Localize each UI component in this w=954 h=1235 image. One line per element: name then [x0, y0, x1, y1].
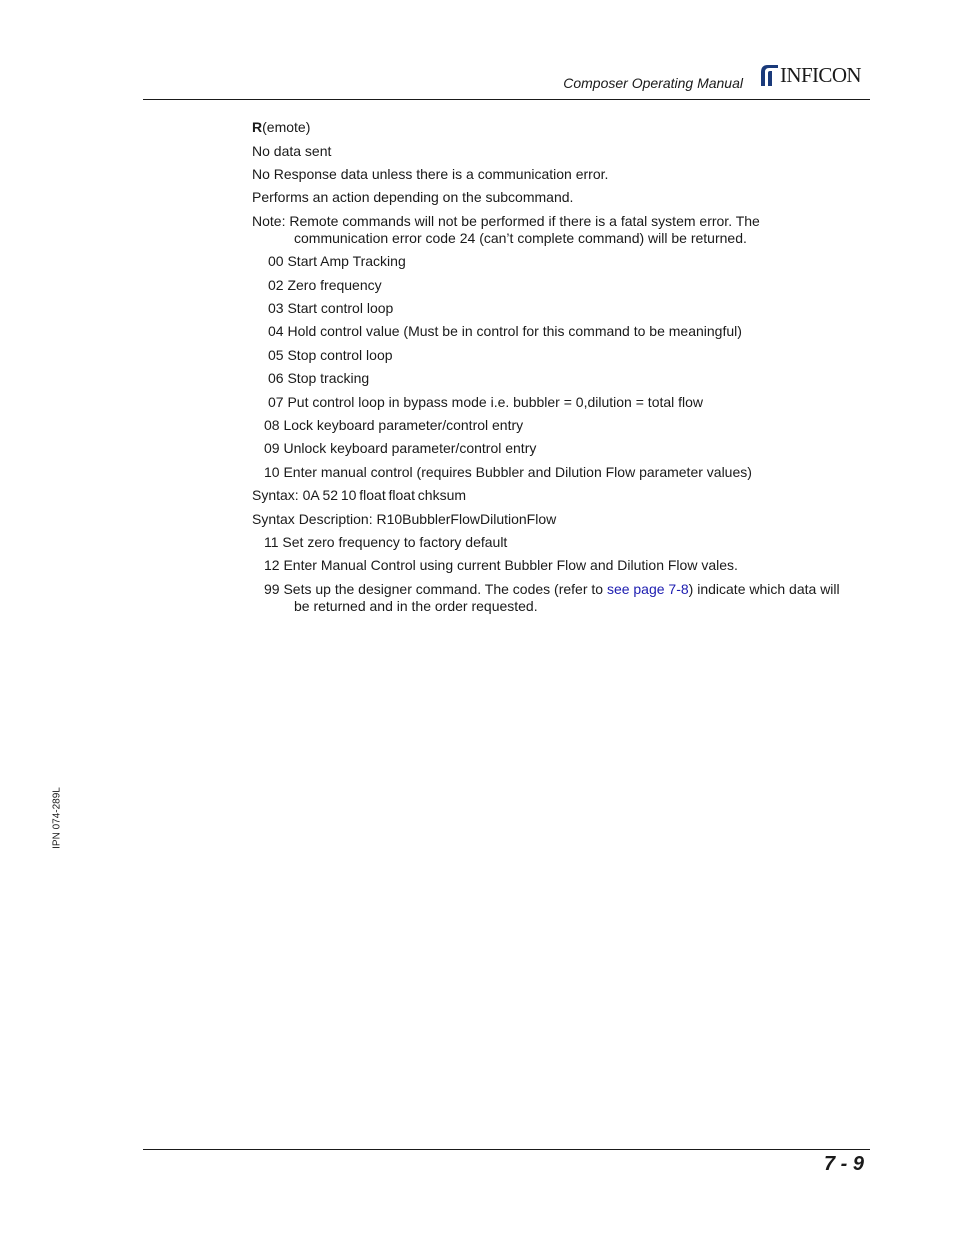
see-page-link[interactable]: see page 7-8: [606, 581, 689, 597]
subcommand-03: 03 Start control loop: [268, 300, 394, 316]
ipn-label: IPN 074-289L: [51, 787, 63, 849]
subcommand-09: 09 Unlock keyboard parameter/control entry: [264, 440, 537, 456]
footer-rule: [143, 1149, 870, 1150]
note-line-1: Note: Remote commands will not be performed if there is a fatal system error. The: [252, 213, 760, 229]
manual-title: Composer Operating Manual: [563, 75, 743, 91]
logo-text: INFICON: [780, 63, 861, 87]
subcommand-12: 12 Enter Manual Control using current Bubbler Flow and Dilution Flow vales.: [264, 557, 738, 573]
inficon-logo-icon: [758, 62, 780, 88]
subcommand-05: 05 Stop control loop: [268, 347, 393, 363]
subcommand-99-before: 99 Sets up the designer command. The codes (refer to: [264, 581, 607, 597]
subcommand-99-after: ) indicate which data will: [688, 581, 840, 597]
syntax-description-text: Syntax Description: R10BubblerFlowDilutionFlow: [252, 511, 557, 527]
page-number: 7 - 9: [823, 1153, 864, 1175]
subcommand-99-line-2: be returned and in the order requested.: [294, 598, 538, 614]
data-sent-text: No data sent: [252, 143, 332, 159]
subcommand-07: 07 Put control loop in bypass mode i.e. bubbler = 0,dilution = total flow: [268, 394, 704, 410]
subcommand-02: 02 Zero frequency: [268, 277, 382, 293]
subcommand-06: 06 Stop tracking: [268, 370, 370, 386]
command-name: [252, 119, 310, 136]
subcommand-99: [264, 581, 840, 598]
note-line-2: communication error code 24 (can’t complete command) will be returned.: [294, 230, 747, 246]
subcommand-04: 04 Hold control value (Must be in control for this command to be meaningful): [268, 323, 742, 339]
subcommand-00: 00 Start Amp Tracking: [268, 253, 406, 269]
command-letter: R: [252, 119, 263, 135]
inficon-logo: [758, 62, 872, 88]
header-rule: [143, 99, 870, 100]
subcommand-11: 11 Set zero frequency to factory default: [264, 534, 508, 550]
command-rest: (emote): [262, 119, 311, 135]
subcommand-08: 08 Lock keyboard parameter/control entry: [264, 417, 524, 433]
subcommand-10: 10 Enter manual control (requires Bubbler and Dilution Flow parameter values): [264, 464, 752, 480]
syntax-text: Syntax: 0A 52 10 float float chksum: [252, 487, 467, 503]
action-text: Performs an action depending on the subcommand.: [252, 189, 574, 205]
response-text: No Response data unless there is a communication error.: [252, 166, 609, 182]
